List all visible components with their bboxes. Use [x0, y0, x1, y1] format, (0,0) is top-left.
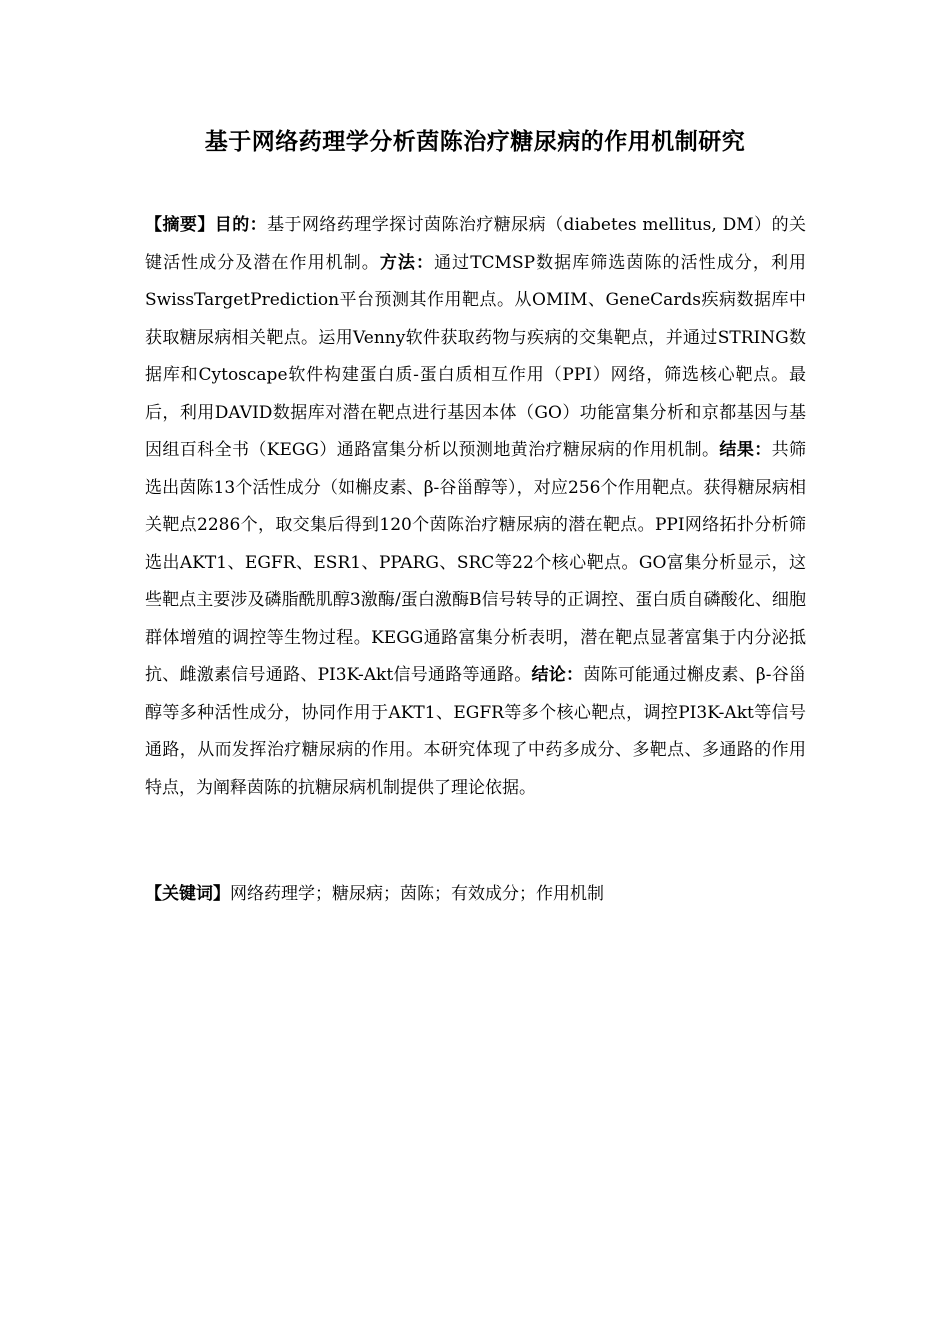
methods-label: 方法：	[379, 252, 435, 273]
results-text: 共筛选出茵陈13个活性成分（如槲皮素、β-谷甾醇等），对应256个作用靶点。获得糖尿病相关靶点2286个，取交集后得到120个茵陈治疗糖尿病的潜在靶点。PPI网络拓扑分析筛选出AKT1、EGFR、ESR1、PPARG、SRC等22个核心靶点。GO富集分析显示，这些靶点主要涉及磷脂酰肌醇3激酶/蛋白激酶B信号转导的正调控、蛋白质自磷酸化、细胞群体增殖的调控等生物过程。KEGG通路富集分析表明，潜在靶点显著富集于内分泌抵抗、雌激素信号通路、PI3K-Akt信号通路等通路。	[145, 440, 807, 685]
abstract-paragraph	[145, 207, 806, 807]
methods-text: 通过TCMSP数据库筛选茵陈的活性成分，利用SwissTargetPrediction平台预测其作用靶点。从OMIM、GeneCards疾病数据库中获取糖尿病相关靶点。运用Venny软件获取药物与疾病的交集靶点，并通过STRING数据库和Cytoscape软件构建蛋白质-蛋白质相互作用（PPI）网络，筛选核心靶点。最后，利用DAVID数据库对潜在靶点进行基因本体（GO）功能富集分析和京都基因与基因组百科全书（KEGG）通路富集分析以预测地黄治疗糖尿病的作用机制。	[145, 252, 807, 460]
paper-title: 基于网络药理学分析茵陈治疗糖尿病的作用机制研究	[204, 129, 746, 155]
keywords-paragraph	[145, 876, 806, 914]
objective-label: 目的：	[214, 215, 268, 235]
abstract-label: 【摘要】	[145, 215, 215, 235]
conclusion-label: 结论：	[531, 665, 584, 685]
objective-text: 基于网络药理学探讨茵陈治疗糖尿病（diabetes mellitus, DM）的关键活性成分及潜在作用机制。	[145, 215, 807, 273]
keywords-text: 网络药理学；糖尿病；茵陈；有效成分；作用机制	[230, 884, 604, 904]
conclusion-text: 茵陈可能通过槲皮素、β-谷甾醇等多种活性成分，协同作用于AKT1、EGFR等多个核心靶点，调控PI3K-Akt等信号通路，从而发挥治疗糖尿病的作用。本研究体现了中药多成分、多靶点、多通路的作用特点，为阐释茵陈的抗糖尿病机制提供了理论依据。	[145, 665, 807, 798]
results-label: 结果：	[719, 440, 772, 460]
keywords-label: 【关键词】	[145, 884, 230, 904]
